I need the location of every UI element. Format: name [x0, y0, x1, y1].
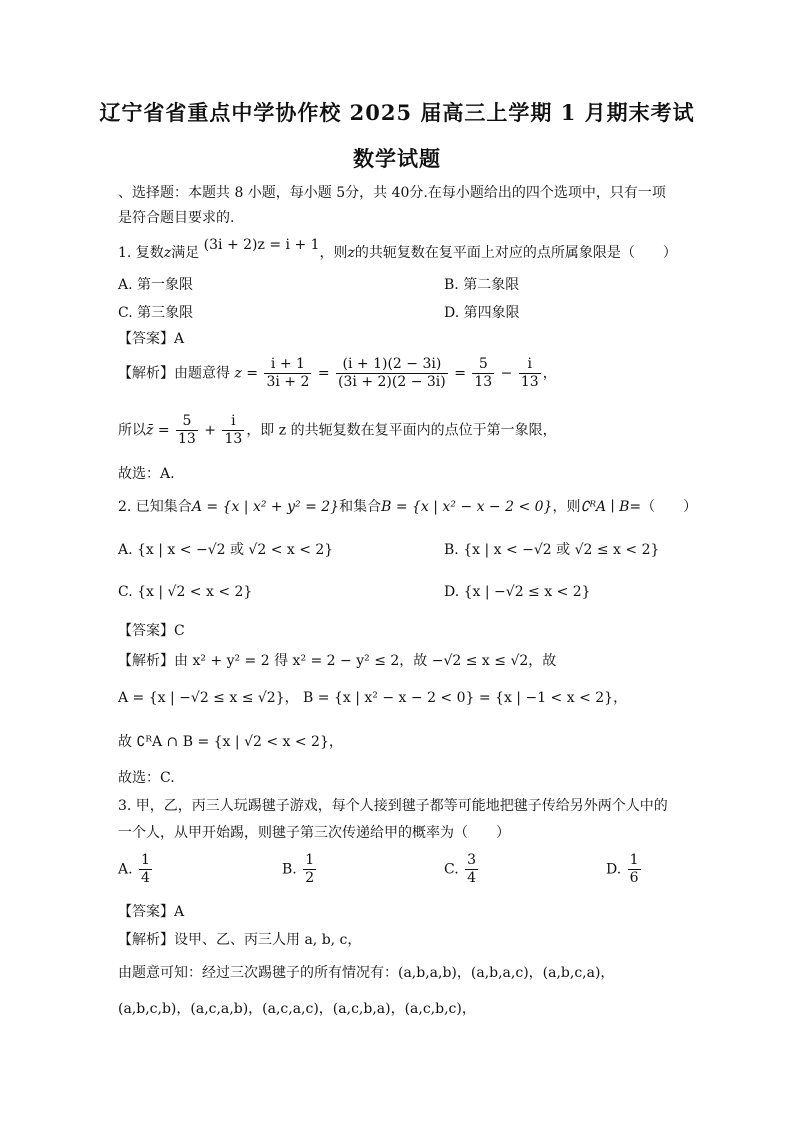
question-2-analysis-line1: 【解析】由 x² + y² = 2 得 x² = 2 − y² ≤ 2，故 −√2 ≤ x ≤ √2，故	[118, 653, 557, 669]
question-1-analysis: 【解析】由题意得 z = $\frac{i + 1}{3i + 2}$ = $\frac{(i + 1)(2 - 3i)}{(3i + 2)(2 - 3i)}$ = $\frac{5}{13}$ − $\frac{i}{13}$ ，	[118, 356, 557, 390]
question-2-analysis-line2: A = {x | −√2 ≤ x ≤ √2}， B = {x | x² − x − 2 < 0} = {x | −1 < x < 2}，	[118, 690, 628, 706]
question-1-option-b: B. 第二象限	[444, 277, 520, 293]
question-1-stem: 1. 复数z满足 (3i + 2)z = i + 1，则z的共轭复数在复平面上对应的点所属象限是（ ）	[118, 237, 677, 261]
question-2-stem: 2. 已知集合A = {x | x² + y² = 2}和集合B = {x | x² − x − 2 < 0}，则∁ᴿA ∣ B=（ ）	[118, 499, 698, 515]
section-instructions-line2: 是符合题目要求的.	[118, 210, 235, 226]
question-3-stem-line2: 一个人，从甲开始踢，则毽子第三次传递给甲的概率为（ ）	[118, 825, 510, 841]
question-3-analysis-line2: 由题意可知：经过三次踢毽子的所有情况有：(a,b,a,b)，(a,b,a,c)，(a,b,c,a)，	[118, 965, 615, 981]
question-2-analysis-line3: 故 ∁ᴿA ∩ B = {x | √2 < x < 2}，	[118, 734, 343, 750]
question-2-answer: 【答案】C	[118, 623, 185, 639]
page-title: 辽宁省省重点中学协作校 2025 届高三上学期 1 月期末考试	[99, 100, 695, 125]
question-2-option-c: C. {x | √2 < x < 2}	[118, 584, 253, 600]
question-2-option-b: B. {x | x < −√2 或 √2 ≤ x < 2}	[444, 542, 660, 558]
question-3-analysis-line3: (a,b,c,b)，(a,c,a,b)，(a,c,a,c)，(a,c,b,a)，(a,c,b,c)，	[118, 1001, 476, 1017]
question-3-analysis-line1: 【解析】设甲、乙、丙三人用 a, b, c，	[118, 932, 362, 948]
question-3-option-d: D. $\frac{1}{6}$	[606, 852, 639, 886]
question-1-conjugate: 所以z̄ = $\frac{5}{13}$ + $\frac{i}{13}$ ，即 z 的共轭复数在复平面内的点位于第一象限，	[118, 413, 557, 447]
question-3-stem-line1: 3. 甲，乙，丙三人玩踢毽子游戏，每个人接到毽子都等可能地把毽子传给另外两个人中的	[118, 798, 668, 814]
page-subtitle: 数学试题	[353, 146, 441, 171]
question-1-option-c: C. 第三象限	[118, 305, 194, 321]
question-3-option-c: C. $\frac{3}{4}$	[444, 852, 477, 886]
question-3-option-b: B. $\frac{1}{2}$	[282, 852, 315, 886]
question-3-option-a: A. $\frac{1}{4}$	[118, 852, 150, 886]
question-3-answer: 【答案】A	[118, 904, 185, 920]
question-2-option-a: A. {x | x < −√2 或 √2 < x < 2}	[118, 542, 334, 558]
question-1-answer: 【答案】A	[118, 331, 185, 347]
question-1-option-a: A. 第一象限	[118, 277, 194, 293]
question-1-choice: 故选：A.	[118, 466, 175, 482]
question-1-option-d: D. 第四象限	[444, 305, 520, 321]
question-2-option-d: D. {x | −√2 ≤ x < 2}	[444, 584, 591, 600]
question-1-equation: (3i + 2)z = i + 1	[203, 237, 320, 253]
section-instructions-line1: 、选择题：本题共 8 小题，每小题 5分，共 40分.在每小题给出的四个选项中，只有一项	[118, 185, 666, 201]
question-2-choice: 故选：C.	[118, 770, 175, 786]
